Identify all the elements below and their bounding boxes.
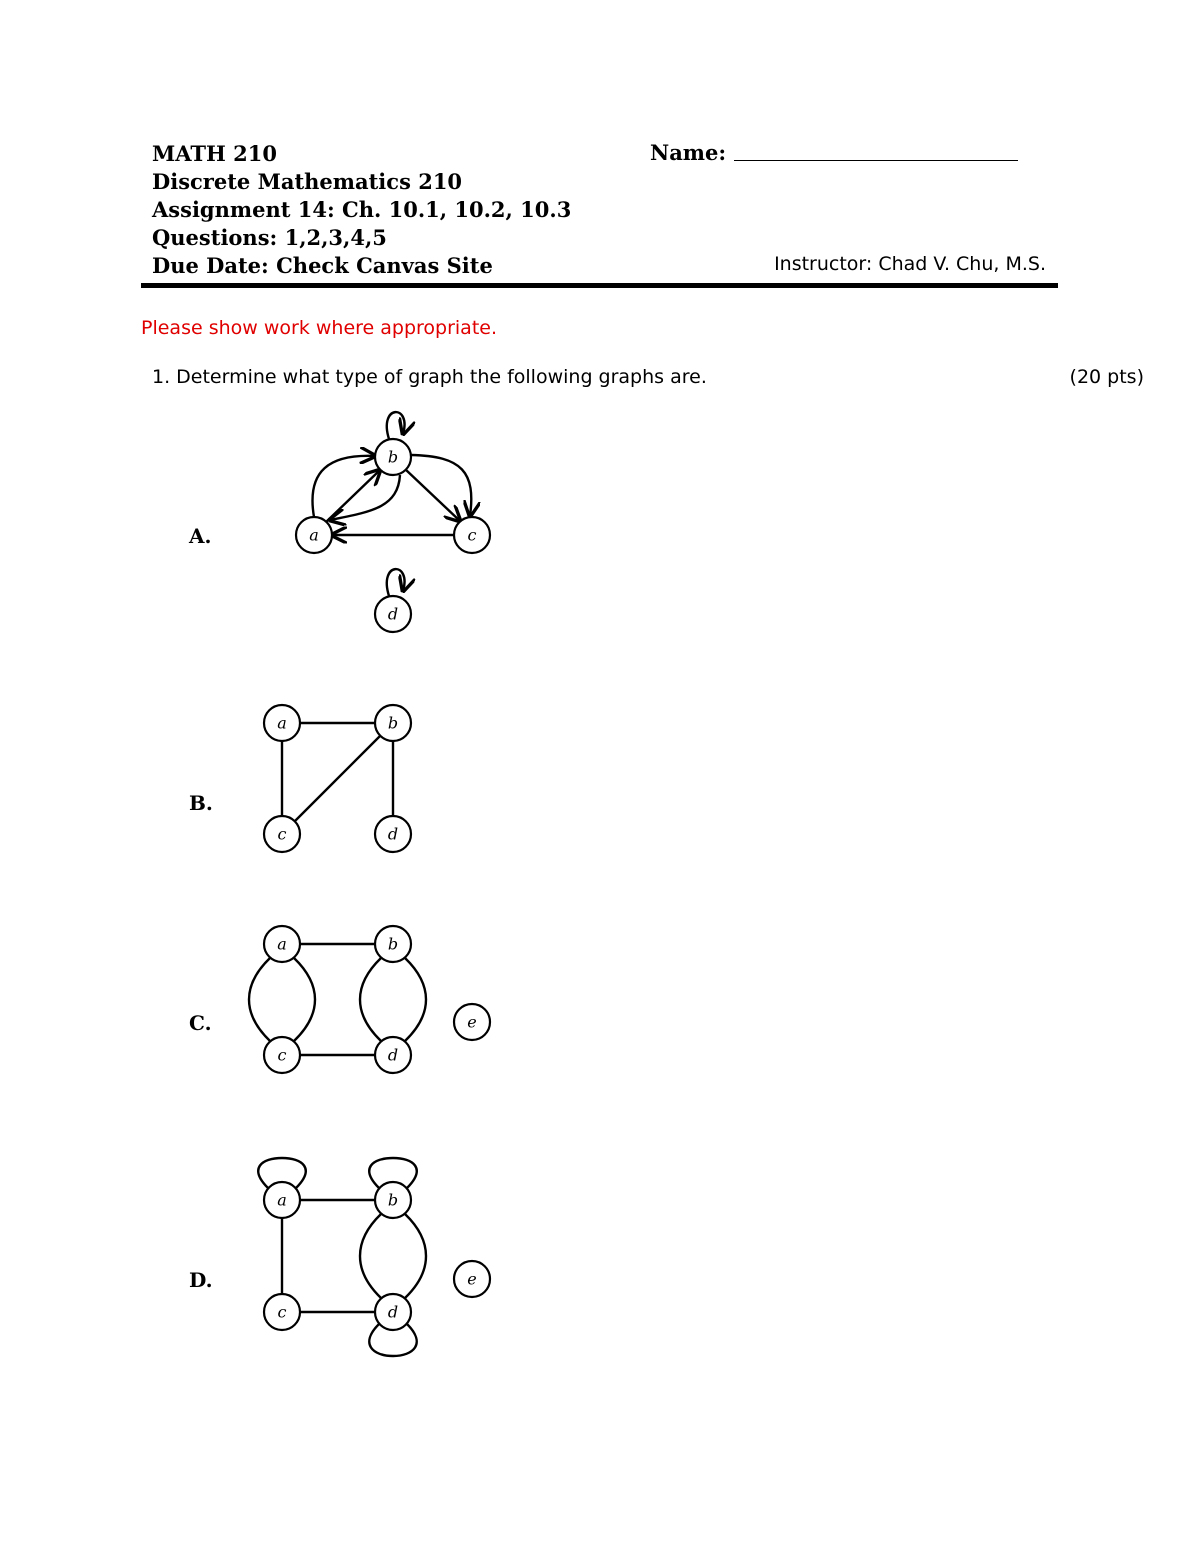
graph-a-edge-b-a-curved bbox=[330, 475, 400, 520]
graph-c-node-a bbox=[264, 926, 300, 962]
svg-text:e: e bbox=[467, 1269, 477, 1289]
question-1-text: 1. Determine what type of graph the following graphs are. bbox=[152, 366, 707, 388]
svg-text:b: b bbox=[387, 447, 399, 467]
svg-text:b: b bbox=[387, 1190, 399, 1210]
part-b-label: B. bbox=[189, 791, 213, 815]
part-c-label: C. bbox=[189, 1011, 212, 1035]
svg-text:a: a bbox=[277, 713, 287, 733]
instructions: Please show work where appropriate. bbox=[141, 317, 498, 339]
graph-d-edge-b-d-right bbox=[405, 1214, 426, 1298]
graph-c-edge-a-c-right bbox=[294, 958, 315, 1041]
graph-a-node-d bbox=[375, 596, 411, 632]
part-d-label: D. bbox=[189, 1268, 213, 1292]
graph-a-node-b bbox=[375, 439, 411, 475]
graph-a-node-a bbox=[296, 517, 332, 553]
graph-d-edge-b-d-left bbox=[360, 1214, 381, 1298]
graph-d-node-e bbox=[454, 1261, 490, 1297]
graph-c-node-b bbox=[375, 926, 411, 962]
svg-text:c: c bbox=[467, 525, 477, 545]
svg-text:a: a bbox=[277, 934, 287, 954]
graph-d-node-c bbox=[264, 1294, 300, 1330]
svg-text:c: c bbox=[277, 1302, 287, 1322]
graph-d-node-a bbox=[264, 1182, 300, 1218]
graph-b-edge-b-c bbox=[295, 736, 380, 821]
graph-a bbox=[296, 412, 490, 632]
svg-text:a: a bbox=[277, 1190, 287, 1210]
graph-b-node-d bbox=[375, 816, 411, 852]
graph-b-node-c bbox=[264, 816, 300, 852]
name-label: Name: bbox=[650, 140, 727, 165]
graph-a-loop-b bbox=[387, 412, 405, 439]
graph-a-edge-b-c-curved bbox=[411, 455, 471, 516]
svg-text:d: d bbox=[387, 824, 399, 844]
assignment-title: Assignment 14: Ch. 10.1, 10.2, 10.3 bbox=[152, 197, 572, 222]
course-title: Discrete Mathematics 210 bbox=[152, 169, 463, 194]
graph-a-edge-b-c-straight bbox=[405, 469, 460, 521]
svg-text:b: b bbox=[387, 713, 399, 733]
svg-text:e: e bbox=[467, 1012, 477, 1032]
graph-c-edge-a-c-left bbox=[249, 958, 270, 1041]
graph-c-edge-b-d-left bbox=[360, 958, 381, 1041]
svg-text:a: a bbox=[309, 525, 319, 545]
svg-text:d: d bbox=[387, 1045, 399, 1065]
svg-text:c: c bbox=[277, 824, 287, 844]
graph-c-node-c bbox=[264, 1037, 300, 1073]
part-a-label: A. bbox=[189, 524, 212, 548]
svg-text:b: b bbox=[387, 934, 399, 954]
graph-c-node-d bbox=[375, 1037, 411, 1073]
graph-d bbox=[258, 1158, 490, 1356]
questions-list: Questions: 1,2,3,4,5 bbox=[152, 225, 387, 250]
graph-a-loop-d bbox=[387, 569, 405, 596]
svg-text:d: d bbox=[387, 604, 399, 624]
graph-c-edge-b-d-right bbox=[405, 958, 426, 1041]
svg-text:c: c bbox=[277, 1045, 287, 1065]
instructor: Instructor: Chad V. Chu, M.S. bbox=[774, 253, 1046, 275]
graph-d-node-b bbox=[375, 1182, 411, 1218]
graph-a-node-c bbox=[454, 517, 490, 553]
graph-b-node-b bbox=[375, 705, 411, 741]
graph-c bbox=[249, 926, 490, 1073]
graph-b-node-a bbox=[264, 705, 300, 741]
due-date: Due Date: Check Canvas Site bbox=[152, 253, 493, 278]
question-1-points: (20 pts) bbox=[1069, 366, 1144, 388]
svg-text:d: d bbox=[387, 1302, 399, 1322]
graph-b bbox=[264, 705, 411, 852]
course-code: MATH 210 bbox=[152, 141, 278, 166]
graph-a-edge-a-b-curved bbox=[312, 456, 375, 517]
graph-c-node-e bbox=[454, 1004, 490, 1040]
graph-d-node-d bbox=[375, 1294, 411, 1330]
